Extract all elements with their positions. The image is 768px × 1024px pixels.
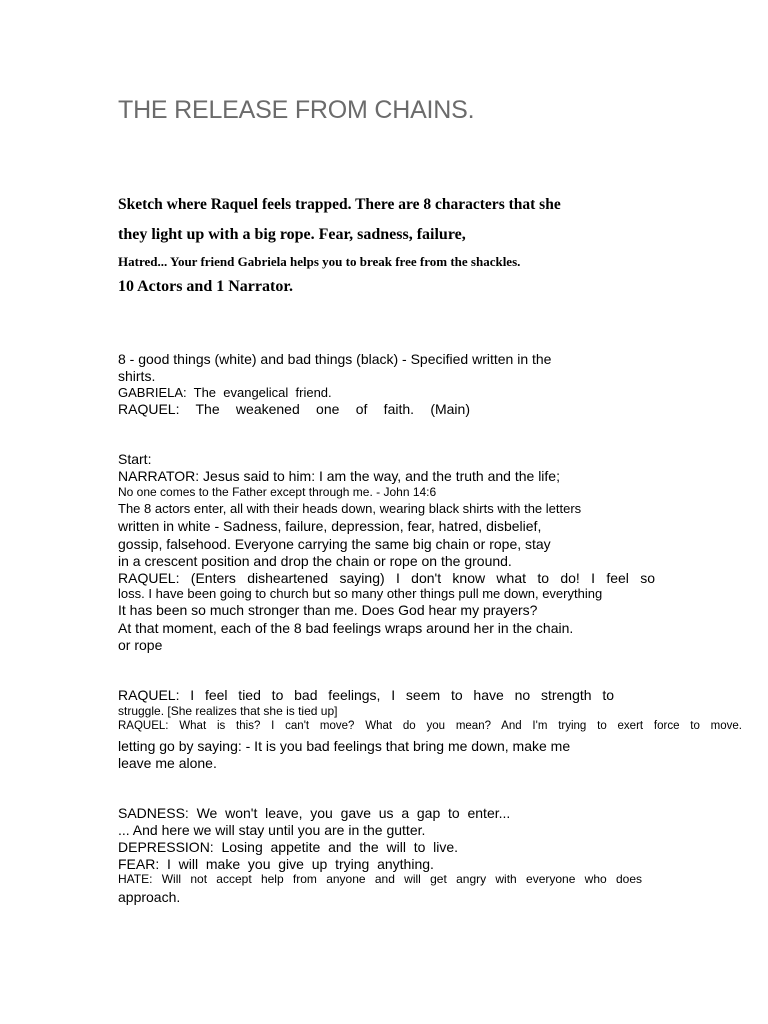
raquel-line: It has been so much stronger than me. Does God hear my prayers? [118,602,538,618]
fear-line: FEAR: I will make you give up trying anything. [118,856,434,872]
raquel-line: letting go by saying: - It is you bad feelings that bring me down, make me [118,738,571,754]
stage-direction: struggle. [She realizes that she is tied up] [118,704,338,718]
scripture-line: No one comes to the Father except through me. - John 14:6 [118,485,437,499]
stage-direction: written in white - Sadness, failure, depression, fear, hatred, disbelief, [118,518,542,534]
stage-direction: The 8 actors enter, all with their heads down, wearing black shirts with the letters [118,501,582,516]
intro-line: Hatred... Your friend Gabriela helps you to break free from the shackles. [118,254,521,269]
narrator-line: NARRATOR: Jesus said to him: I am the way, and the truth and the life; [118,468,560,484]
cast-line: shirts. [118,368,156,384]
cast-line: 8 - good things (white) and bad things (black) - Specified written in the [118,351,552,367]
raquel-line: leave me alone. [118,755,217,771]
raquel-line: RAQUEL: What is this? I can't move? What do you mean? And I'm trying to exert force to move. [118,720,742,732]
intro-line: they light up with a big rope. Fear, sadness, failure, [118,226,466,243]
cast-line: GABRIELA: The evangelical friend. [118,385,332,400]
sadness-line: ... And here we will stay until you are in the gutter. [118,822,426,838]
hate-line: approach. [118,889,181,905]
raquel-line: loss. I have been going to church but so many other things pull me down, everything [118,586,603,601]
stage-direction: gossip, falsehood. Everyone carrying the same big chain or rope, stay [118,536,551,552]
start-heading: Start: [118,451,152,467]
stage-direction: in a crescent position and drop the chain or rope on the ground. [118,553,512,569]
depression-line: DEPRESSION: Losing appetite and the will to live. [118,839,459,855]
raquel-line: RAQUEL: I feel tied to bad feelings, I seem to have no strength to [118,687,614,703]
raquel-line: RAQUEL: (Enters disheartened saying) I don't know what to do! I feel so [118,570,655,586]
stage-direction: At that moment, each of the 8 bad feelings wraps around her in the chain. [118,620,574,636]
cast-line: RAQUEL: The weakened one of faith. (Main) [118,401,470,417]
stage-direction: or rope [118,637,163,653]
hate-line: HATE: Will not accept help from anyone and will get angry with everyone who does [118,872,642,886]
sadness-line: SADNESS: We won't leave, you gave us a gap to enter... [118,805,511,821]
document-title: THE RELEASE FROM CHAINS. [118,96,475,124]
intro-line: 10 Actors and 1 Narrator. [118,278,293,295]
intro-line: Sketch where Raquel feels trapped. There are 8 characters that she [118,196,561,213]
